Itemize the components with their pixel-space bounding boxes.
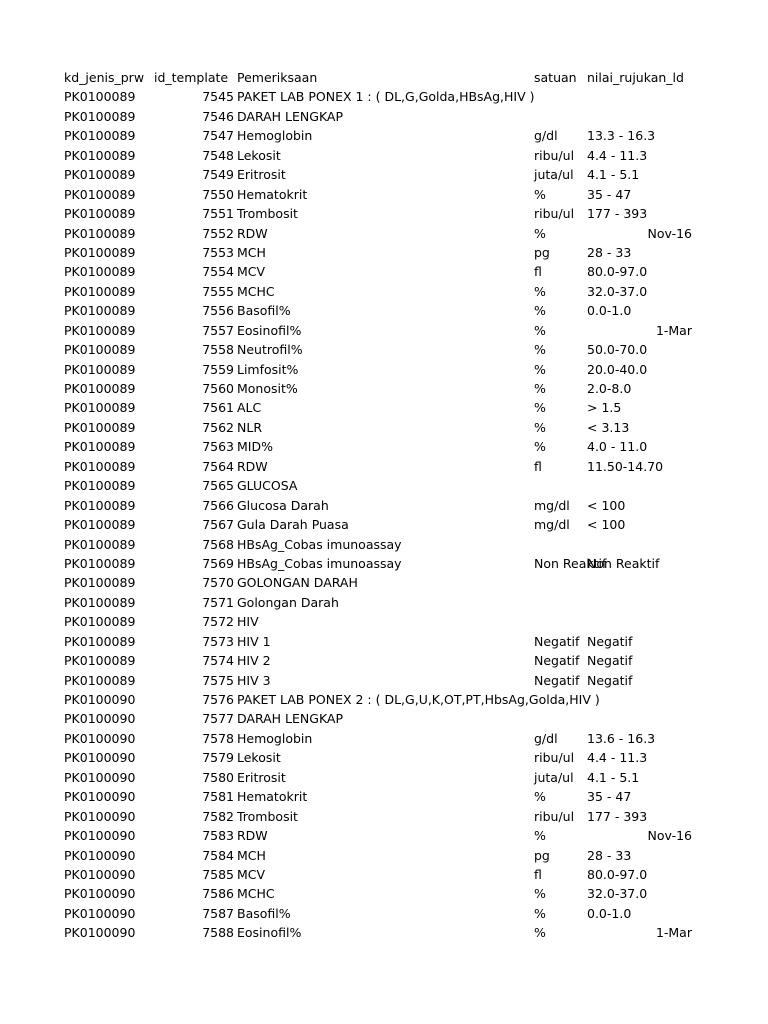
cell-nilai-rujukan-ld: 80.0-97.0 [587, 264, 648, 280]
cell-pemeriksaan: PAKET LAB PONEX 1 : ( DL,G,Golda,HBsAg,HIV ) [237, 89, 535, 105]
cell-pemeriksaan: Trombosit [237, 206, 298, 222]
cell-pemeriksaan: ALC [237, 400, 262, 416]
cell-nilai-rujukan-ld: Negatif [587, 672, 633, 688]
cell-satuan: ribu/ul [534, 750, 575, 766]
cell-kd-jenis-prw: PK0100089 [64, 400, 136, 416]
cell-nilai-rujukan-ld: 1-Mar [655, 925, 692, 941]
table-row [0, 826, 768, 845]
cell-pemeriksaan: Lekosit [237, 750, 281, 766]
cell-satuan: % [534, 925, 546, 941]
cell-kd-jenis-prw: PK0100090 [64, 692, 136, 707]
table-row [0, 243, 768, 262]
header-id-template: id_template [154, 70, 229, 85]
cell-kd-jenis-prw: PK0100089 [64, 244, 136, 260]
cell-kd-jenis-prw: PK0100089 [64, 594, 136, 610]
data-rows [0, 87, 768, 942]
cell-pemeriksaan: RDW [237, 458, 268, 474]
cell-nilai-rujukan-ld: > 1.5 [587, 400, 622, 416]
cell-pemeriksaan: MCHC [237, 283, 275, 299]
cell-pemeriksaan: Basofil% [237, 303, 291, 319]
cell-satuan: Negatif [534, 653, 580, 669]
cell-pemeriksaan: Eritrosit [237, 769, 286, 785]
cell-pemeriksaan: Lekosit [237, 147, 281, 163]
cell-id-template: 7586 [202, 886, 234, 902]
cell-nilai-rujukan-ld: Negatif [587, 633, 633, 649]
cell-pemeriksaan: Trombosit [237, 808, 298, 824]
cell-id-template: 7583 [202, 828, 234, 844]
cell-satuan: % [534, 322, 546, 338]
cell-nilai-rujukan-ld: 80.0-97.0 [587, 866, 648, 882]
cell-satuan: Negatif [534, 633, 580, 649]
cell-satuan: % [534, 419, 546, 435]
cell-kd-jenis-prw: PK0100089 [64, 147, 136, 163]
cell-kd-jenis-prw: PK0100089 [64, 89, 136, 105]
cell-pemeriksaan: Golongan Darah [237, 594, 339, 610]
cell-id-template: 7562 [202, 419, 234, 435]
cell-nilai-rujukan-ld: 35 - 47 [587, 186, 632, 202]
table-row [0, 690, 768, 709]
cell-id-template: 7554 [202, 264, 234, 280]
cell-kd-jenis-prw: PK0100090 [64, 925, 136, 941]
cell-id-template: 7553 [202, 244, 234, 260]
table-row [0, 457, 768, 476]
cell-nilai-rujukan-ld: < 100 [587, 517, 626, 533]
table-row [0, 807, 768, 826]
cell-pemeriksaan: Eritrosit [237, 167, 286, 183]
cell-id-template: 7559 [202, 361, 234, 377]
cell-satuan: % [534, 905, 546, 921]
cell-pemeriksaan: Hematokrit [237, 789, 308, 805]
table-row [0, 846, 768, 865]
table-row [0, 282, 768, 301]
cell-pemeriksaan: RDW [237, 225, 268, 241]
lab-template-sheet [0, 68, 768, 943]
cell-pemeriksaan: HIV 3 [237, 672, 271, 688]
cell-satuan: pg [534, 244, 550, 260]
cell-id-template: 7548 [202, 147, 234, 163]
cell-kd-jenis-prw: PK0100090 [64, 750, 136, 766]
cell-pemeriksaan: PAKET LAB PONEX 2 : ( DL,G,U,K,OT,PT,HbsAg,Golda,HIV ) [237, 692, 600, 707]
cell-kd-jenis-prw: PK0100089 [64, 283, 136, 299]
table-row [0, 554, 768, 573]
table-row [0, 301, 768, 320]
cell-satuan: % [534, 361, 546, 377]
cell-nilai-rujukan-ld: 0.0-1.0 [587, 303, 632, 319]
cell-kd-jenis-prw: PK0100089 [64, 361, 136, 377]
cell-id-template: 7564 [202, 458, 234, 474]
cell-pemeriksaan: Basofil% [237, 905, 291, 921]
table-row [0, 87, 768, 106]
cell-kd-jenis-prw: PK0100090 [64, 886, 136, 902]
cell-pemeriksaan: Hemoglobin [237, 730, 313, 746]
cell-id-template: 7571 [202, 594, 234, 610]
cell-nilai-rujukan-ld: 13.3 - 16.3 [587, 128, 656, 144]
cell-pemeriksaan: MCV [237, 866, 266, 882]
cell-id-template: 7558 [202, 342, 234, 358]
cell-pemeriksaan: GLUCOSA [237, 478, 298, 494]
cell-nilai-rujukan-ld: 177 - 393 [587, 206, 648, 222]
cell-kd-jenis-prw: PK0100089 [64, 128, 136, 144]
table-row [0, 398, 768, 417]
cell-id-template: 7566 [202, 497, 234, 513]
cell-id-template: 7573 [202, 633, 234, 649]
cell-nilai-rujukan-ld: Negatif [587, 653, 633, 669]
cell-id-template: 7556 [202, 303, 234, 319]
table-row [0, 573, 768, 592]
cell-id-template: 7561 [202, 400, 234, 416]
cell-satuan: ribu/ul [534, 206, 575, 222]
table-row [0, 476, 768, 495]
cell-kd-jenis-prw: PK0100089 [64, 322, 136, 338]
cell-pemeriksaan: MID% [237, 439, 273, 455]
cell-id-template: 7575 [202, 672, 234, 688]
cell-id-template: 7549 [202, 167, 234, 183]
cell-id-template: 7567 [202, 517, 234, 533]
cell-pemeriksaan: Monosit% [237, 381, 298, 396]
table-row [0, 709, 768, 728]
table-row [0, 126, 768, 145]
cell-pemeriksaan: HIV 2 [237, 653, 271, 669]
cell-nilai-rujukan-ld: 177 - 393 [587, 808, 648, 824]
cell-satuan: fl [534, 264, 542, 280]
table-row [0, 496, 768, 515]
cell-nilai-rujukan-ld: 28 - 33 [587, 244, 632, 260]
cell-pemeriksaan: HIV 1 [237, 633, 271, 649]
cell-pemeriksaan: MCH [237, 244, 266, 260]
cell-satuan: mg/dl [534, 497, 570, 513]
table-row [0, 146, 768, 165]
cell-nilai-rujukan-ld: 1-Mar [655, 322, 692, 338]
cell-kd-jenis-prw: PK0100089 [64, 653, 136, 669]
cell-satuan: Non Reaktif [534, 555, 607, 571]
cell-kd-jenis-prw: PK0100089 [64, 264, 136, 280]
cell-pemeriksaan: Glucosa Darah [237, 497, 329, 513]
cell-satuan: pg [534, 847, 550, 863]
cell-id-template: 7579 [202, 750, 234, 766]
cell-kd-jenis-prw: PK0100089 [64, 186, 136, 202]
table-row [0, 787, 768, 806]
cell-satuan: % [534, 342, 546, 358]
cell-kd-jenis-prw: PK0100089 [64, 225, 136, 241]
cell-kd-jenis-prw: PK0100090 [64, 847, 136, 863]
cell-nilai-rujukan-ld: < 100 [587, 497, 626, 513]
table-row [0, 107, 768, 126]
table-row [0, 379, 768, 398]
cell-satuan: g/dl [534, 128, 558, 144]
cell-nilai-rujukan-ld: 4.4 - 11.3 [587, 750, 648, 766]
cell-id-template: 7570 [202, 575, 234, 591]
cell-nilai-rujukan-ld: 4.4 - 11.3 [587, 147, 648, 163]
cell-pemeriksaan: HBsAg_Cobas imunoassay [237, 536, 402, 552]
cell-pemeriksaan: Limfosit% [237, 361, 299, 377]
cell-kd-jenis-prw: PK0100089 [64, 672, 136, 688]
cell-id-template: 7576 [202, 692, 234, 707]
table-row [0, 262, 768, 281]
cell-id-template: 7577 [202, 711, 234, 727]
cell-pemeriksaan: MCV [237, 264, 266, 280]
cell-pemeriksaan: DARAH LENGKAP [237, 108, 344, 124]
cell-id-template: 7581 [202, 789, 234, 805]
cell-kd-jenis-prw: PK0100089 [64, 108, 136, 124]
cell-pemeriksaan: RDW [237, 828, 268, 844]
cell-satuan: ribu/ul [534, 808, 575, 824]
cell-pemeriksaan: MCH [237, 847, 266, 863]
cell-pemeriksaan: HIV [237, 614, 259, 630]
table-row [0, 612, 768, 631]
cell-id-template: 7574 [202, 653, 234, 669]
cell-kd-jenis-prw: PK0100090 [64, 866, 136, 882]
cell-kd-jenis-prw: PK0100089 [64, 536, 136, 552]
header-satuan: satuan [534, 70, 577, 85]
cell-id-template: 7568 [202, 536, 234, 552]
cell-satuan: % [534, 886, 546, 902]
cell-id-template: 7582 [202, 808, 234, 824]
cell-satuan: % [534, 186, 546, 202]
cell-nilai-rujukan-ld: 2.0-8.0 [587, 381, 632, 396]
cell-pemeriksaan: Hemoglobin [237, 128, 313, 144]
cell-satuan: % [534, 439, 546, 455]
cell-kd-jenis-prw: PK0100089 [64, 497, 136, 513]
cell-kd-jenis-prw: PK0100089 [64, 439, 136, 455]
cell-id-template: 7545 [202, 89, 234, 105]
cell-kd-jenis-prw: PK0100089 [64, 633, 136, 649]
cell-kd-jenis-prw: PK0100089 [64, 517, 136, 533]
cell-kd-jenis-prw: PK0100089 [64, 303, 136, 319]
cell-nilai-rujukan-ld: Nov-16 [647, 225, 692, 241]
cell-kd-jenis-prw: PK0100090 [64, 769, 136, 785]
table-row [0, 418, 768, 437]
cell-nilai-rujukan-ld: 28 - 33 [587, 847, 632, 863]
cell-satuan: % [534, 283, 546, 299]
cell-satuan: fl [534, 458, 542, 474]
cell-satuan: g/dl [534, 730, 558, 746]
cell-kd-jenis-prw: PK0100089 [64, 206, 136, 222]
table-row [0, 768, 768, 787]
cell-id-template: 7580 [202, 769, 234, 785]
cell-id-template: 7585 [202, 866, 234, 882]
table-row [0, 671, 768, 690]
table-row [0, 437, 768, 456]
cell-nilai-rujukan-ld: 50.0-70.0 [587, 342, 648, 358]
table-row [0, 360, 768, 379]
cell-id-template: 7572 [202, 614, 234, 630]
cell-id-template: 7560 [202, 381, 234, 396]
table-row [0, 865, 768, 884]
cell-pemeriksaan: MCHC [237, 886, 275, 902]
cell-id-template: 7551 [202, 206, 234, 222]
cell-id-template: 7587 [202, 905, 234, 921]
table-row [0, 748, 768, 767]
table-row [0, 204, 768, 223]
cell-kd-jenis-prw: PK0100090 [64, 905, 136, 921]
cell-satuan: % [534, 400, 546, 416]
header-kd-jenis-prw: kd_jenis_prw [64, 70, 145, 85]
cell-kd-jenis-prw: PK0100090 [64, 808, 136, 824]
cell-kd-jenis-prw: PK0100089 [64, 555, 136, 571]
cell-satuan: mg/dl [534, 517, 570, 533]
cell-id-template: 7569 [202, 555, 234, 571]
cell-id-template: 7546 [202, 108, 234, 124]
cell-nilai-rujukan-ld: 0.0-1.0 [587, 905, 632, 921]
header-pemeriksaan: Pemeriksaan [237, 70, 318, 85]
cell-satuan: juta/ul [534, 167, 574, 183]
cell-satuan: % [534, 381, 546, 396]
table-row [0, 321, 768, 340]
table-row [0, 904, 768, 923]
cell-kd-jenis-prw: PK0100089 [64, 342, 136, 358]
cell-kd-jenis-prw: PK0100089 [64, 167, 136, 183]
cell-pemeriksaan: NLR [237, 419, 262, 435]
table-row [0, 632, 768, 651]
cell-id-template: 7547 [202, 128, 234, 144]
cell-kd-jenis-prw: PK0100089 [64, 575, 136, 591]
table-row [0, 729, 768, 748]
cell-nilai-rujukan-ld: 4.1 - 5.1 [587, 167, 640, 183]
cell-id-template: 7565 [202, 478, 234, 494]
header-nilai-rujukan-ld: nilai_rujukan_ld [587, 70, 684, 85]
cell-nilai-rujukan-ld: < 3.13 [587, 419, 630, 435]
table-row [0, 185, 768, 204]
table-row [0, 884, 768, 903]
cell-kd-jenis-prw: PK0100089 [64, 381, 136, 396]
cell-id-template: 7550 [202, 186, 234, 202]
table-row [0, 224, 768, 243]
cell-pemeriksaan: Neutrofil% [237, 342, 303, 358]
cell-id-template: 7552 [202, 225, 234, 241]
cell-nilai-rujukan-ld: 35 - 47 [587, 789, 632, 805]
cell-pemeriksaan: Gula Darah Puasa [237, 517, 349, 533]
cell-pemeriksaan: DARAH LENGKAP [237, 711, 344, 727]
table-row [0, 535, 768, 554]
table-row [0, 340, 768, 359]
table-row [0, 923, 768, 942]
cell-kd-jenis-prw: PK0100089 [64, 419, 136, 435]
cell-kd-jenis-prw: PK0100090 [64, 711, 136, 727]
cell-id-template: 7555 [202, 283, 234, 299]
cell-nilai-rujukan-ld: 13.6 - 16.3 [587, 730, 656, 746]
cell-nilai-rujukan-ld: Nov-16 [647, 828, 692, 844]
cell-nilai-rujukan-ld: Non Reaktif [587, 555, 660, 571]
cell-pemeriksaan: GOLONGAN DARAH [237, 575, 358, 591]
cell-nilai-rujukan-ld: 11.50-14.70 [587, 458, 664, 474]
cell-satuan: % [534, 828, 546, 844]
header-row [0, 68, 768, 87]
table-row [0, 165, 768, 184]
cell-nilai-rujukan-ld: 32.0-37.0 [587, 886, 648, 902]
cell-kd-jenis-prw: PK0100090 [64, 828, 136, 844]
cell-id-template: 7588 [202, 925, 234, 941]
cell-nilai-rujukan-ld: 4.1 - 5.1 [587, 769, 640, 785]
table-row [0, 651, 768, 670]
cell-satuan: % [534, 303, 546, 319]
table-row [0, 593, 768, 612]
cell-kd-jenis-prw: PK0100090 [64, 730, 136, 746]
cell-satuan: ribu/ul [534, 147, 575, 163]
table-row [0, 515, 768, 534]
cell-nilai-rujukan-ld: 4.0 - 11.0 [587, 439, 648, 455]
cell-satuan: % [534, 225, 546, 241]
cell-id-template: 7578 [202, 730, 234, 746]
cell-kd-jenis-prw: PK0100089 [64, 614, 136, 630]
cell-id-template: 7557 [202, 322, 234, 338]
cell-pemeriksaan: Hematokrit [237, 186, 308, 202]
cell-id-template: 7563 [202, 439, 234, 455]
cell-kd-jenis-prw: PK0100089 [64, 458, 136, 474]
cell-satuan: Negatif [534, 672, 580, 688]
cell-pemeriksaan: Eosinofil% [237, 925, 302, 941]
cell-pemeriksaan: Eosinofil% [237, 322, 302, 338]
cell-kd-jenis-prw: PK0100089 [64, 478, 136, 494]
cell-nilai-rujukan-ld: 20.0-40.0 [587, 361, 648, 377]
cell-kd-jenis-prw: PK0100090 [64, 789, 136, 805]
cell-nilai-rujukan-ld: 32.0-37.0 [587, 283, 648, 299]
cell-id-template: 7584 [202, 847, 234, 863]
cell-satuan: fl [534, 866, 542, 882]
cell-satuan: % [534, 789, 546, 805]
cell-pemeriksaan: HBsAg_Cobas imunoassay [237, 555, 402, 571]
cell-satuan: juta/ul [534, 769, 574, 785]
